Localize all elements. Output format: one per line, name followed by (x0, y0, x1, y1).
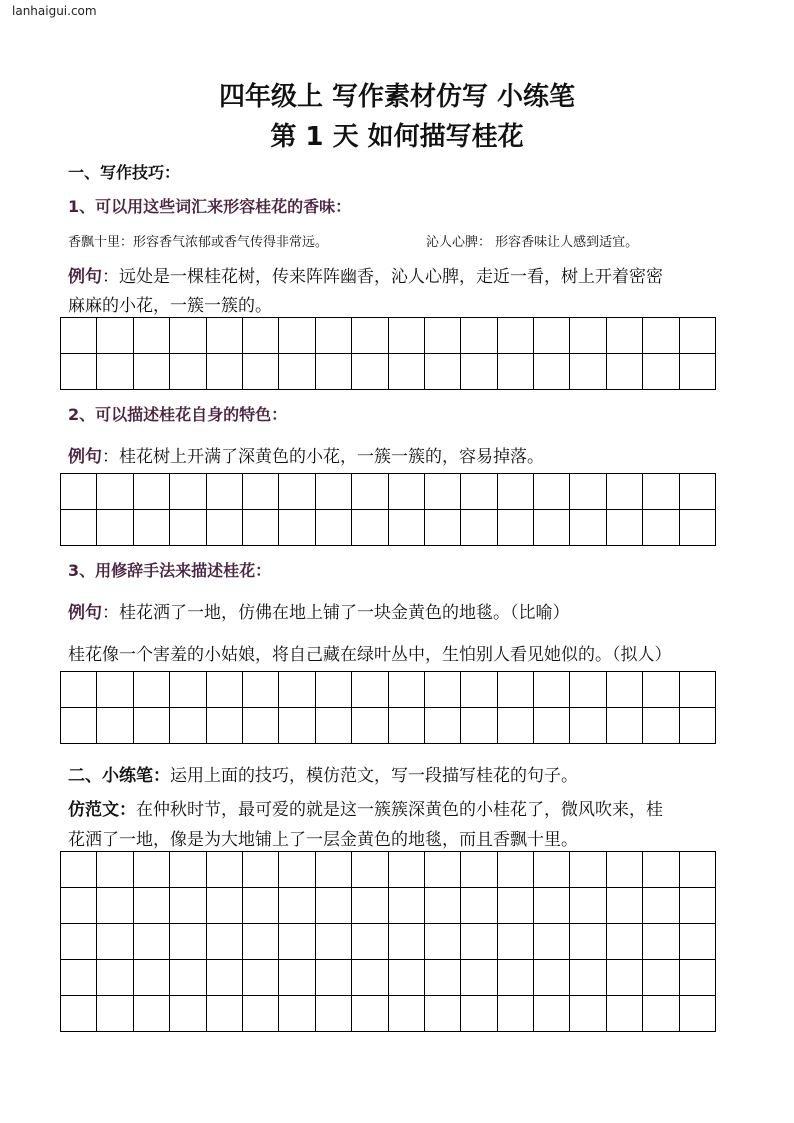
example-label: 例句 (68, 267, 102, 287)
grid-cell[interactable] (207, 888, 243, 924)
grid-cell[interactable] (97, 924, 133, 960)
grid-cell[interactable] (279, 672, 315, 708)
grid-cell[interactable] (461, 510, 497, 546)
grid-cell[interactable] (134, 888, 170, 924)
grid-cell[interactable] (461, 354, 497, 390)
grid-cell[interactable] (570, 996, 606, 1032)
grid-cell[interactable] (279, 888, 315, 924)
grid-cell[interactable] (570, 888, 606, 924)
grid-cell[interactable] (461, 960, 497, 996)
grid-cell[interactable] (61, 924, 97, 960)
grid-cell[interactable] (279, 852, 315, 888)
grid-cell[interactable] (425, 510, 461, 546)
model-line1 (68, 795, 663, 820)
tip3-heading: 3、用修辞手法来描述桂花： (68, 561, 272, 580)
grid-cell[interactable] (97, 960, 133, 996)
grid-cell[interactable] (389, 354, 425, 390)
grid-cell[interactable] (134, 708, 170, 744)
grid-cell[interactable] (61, 888, 97, 924)
grid-cell[interactable] (607, 996, 643, 1032)
grid-cell[interactable] (207, 354, 243, 390)
grid-cell[interactable] (207, 924, 243, 960)
grid-cell[interactable] (680, 960, 716, 996)
example-label: 例句 (68, 603, 102, 623)
grid-cell[interactable] (243, 354, 279, 390)
grid-cell[interactable] (607, 474, 643, 510)
grid-cell[interactable] (461, 888, 497, 924)
grid-cell[interactable] (316, 354, 352, 390)
grid-cell[interactable] (680, 510, 716, 546)
grid-cell[interactable] (643, 924, 679, 960)
grid-cell[interactable] (680, 318, 716, 354)
grid-cell[interactable] (607, 888, 643, 924)
grid-cell[interactable] (170, 852, 206, 888)
grid-cell[interactable] (352, 510, 388, 546)
grid-cell[interactable] (389, 888, 425, 924)
grid-cell[interactable] (279, 924, 315, 960)
grid-cell[interactable] (207, 672, 243, 708)
grid-cell[interactable] (352, 354, 388, 390)
grid-cell[interactable] (170, 960, 206, 996)
grid-cell[interactable] (243, 996, 279, 1032)
grid-cell[interactable] (498, 708, 534, 744)
grid-cell[interactable] (170, 888, 206, 924)
grid-cell[interactable] (643, 474, 679, 510)
grid-cell[interactable] (389, 960, 425, 996)
grid-cell[interactable] (279, 474, 315, 510)
grid-cell[interactable] (243, 510, 279, 546)
grid-cell[interactable] (643, 318, 679, 354)
grid-cell[interactable] (643, 672, 679, 708)
grid-cell[interactable] (352, 318, 388, 354)
tip3-example (68, 598, 570, 623)
grid-cell[interactable] (170, 996, 206, 1032)
grid-cell[interactable] (134, 960, 170, 996)
tip2-example (68, 442, 544, 467)
grid-cell[interactable] (570, 852, 606, 888)
grid-cell[interactable] (425, 354, 461, 390)
grid-cell[interactable] (134, 354, 170, 390)
grid-cell[interactable] (61, 672, 97, 708)
grid-cell[interactable] (61, 708, 97, 744)
grid-cell[interactable] (425, 708, 461, 744)
grid-cell[interactable] (425, 996, 461, 1032)
grid-cell[interactable] (607, 510, 643, 546)
grid-cell[interactable] (570, 354, 606, 390)
grid-cell[interactable] (570, 474, 606, 510)
grid-cell[interactable] (170, 510, 206, 546)
grid-cell[interactable] (425, 924, 461, 960)
grid-cell[interactable] (461, 708, 497, 744)
vocab-left: 香飘十里：形容香气浓郁或香气传得非常远。 (68, 235, 329, 250)
grid-cell[interactable] (643, 888, 679, 924)
grid-cell[interactable] (643, 708, 679, 744)
grid-cell[interactable] (279, 996, 315, 1032)
grid-cell[interactable] (170, 354, 206, 390)
grid-cell[interactable] (680, 708, 716, 744)
grid-cell[interactable] (498, 888, 534, 924)
grid-cell[interactable] (352, 924, 388, 960)
grid-cell[interactable] (643, 852, 679, 888)
grid-cell[interactable] (97, 354, 133, 390)
grid-cell[interactable] (461, 924, 497, 960)
grid-cell[interactable] (170, 924, 206, 960)
grid-cell[interactable] (607, 924, 643, 960)
grid-cell[interactable] (316, 888, 352, 924)
grid-cell[interactable] (607, 672, 643, 708)
grid-cell[interactable] (134, 318, 170, 354)
grid-cell[interactable] (97, 708, 133, 744)
grid-cell[interactable] (134, 510, 170, 546)
grid-cell[interactable] (97, 318, 133, 354)
grid-cell[interactable] (425, 474, 461, 510)
writing-grid-3[interactable] (60, 671, 716, 744)
grid-cell[interactable] (534, 888, 570, 924)
grid-cell[interactable] (570, 708, 606, 744)
grid-cell[interactable] (97, 672, 133, 708)
grid-cell[interactable] (534, 996, 570, 1032)
grid-cell[interactable] (97, 510, 133, 546)
grid-cell[interactable] (534, 672, 570, 708)
grid-cell[interactable] (498, 960, 534, 996)
grid-cell[interactable] (279, 510, 315, 546)
grid-cell[interactable] (61, 318, 97, 354)
grid-cell[interactable] (534, 354, 570, 390)
grid-cell[interactable] (243, 672, 279, 708)
grid-cell[interactable] (316, 510, 352, 546)
grid-cell[interactable] (316, 474, 352, 510)
page-title: 四年级上 写作素材仿写 小练笔 (218, 82, 576, 112)
grid-cell[interactable] (352, 708, 388, 744)
grid-cell[interactable] (461, 672, 497, 708)
grid-cell[interactable] (61, 474, 97, 510)
grid-cell[interactable] (352, 996, 388, 1032)
grid-cell[interactable] (643, 996, 679, 1032)
grid-cell[interactable] (134, 996, 170, 1032)
grid-cell[interactable] (389, 924, 425, 960)
section2-instruction: 运用上面的技巧，模仿范文，写一段描写桂花的句子。 (170, 766, 578, 786)
grid-cell[interactable] (680, 474, 716, 510)
tip2-heading: 2、可以描述桂花自身的特色： (68, 405, 288, 424)
grid-cell[interactable] (316, 318, 352, 354)
grid-cell[interactable] (61, 852, 97, 888)
tip1-heading: 1、可以用这些词汇来形容桂花的香味： (68, 197, 352, 216)
grid-cell[interactable] (570, 510, 606, 546)
grid-cell[interactable] (389, 852, 425, 888)
grid-cell[interactable] (389, 474, 425, 510)
grid-cell[interactable] (498, 318, 534, 354)
grid-cell[interactable] (316, 924, 352, 960)
grid-cell[interactable] (570, 960, 606, 996)
grid-cell[interactable] (170, 474, 206, 510)
example-text: ：桂花洒了一地，仿佛在地上铺了一块金黄色的地毯。（比喻） (102, 603, 570, 623)
grid-cell[interactable] (61, 354, 97, 390)
writing-grid-4[interactable] (60, 851, 716, 1032)
vocab-right: 沁人心脾： 形容香味让人感到适宜。 (426, 235, 639, 250)
tip3-example2: 桂花像一个害羞的小姑娘，将自己藏在绿叶丛中，生怕别人看见她似的。（拟人） (68, 645, 672, 665)
grid-cell[interactable] (534, 318, 570, 354)
grid-cell[interactable] (534, 852, 570, 888)
grid-cell[interactable] (498, 924, 534, 960)
grid-cell[interactable] (316, 996, 352, 1032)
grid-cell[interactable] (534, 474, 570, 510)
grid-cell[interactable] (279, 318, 315, 354)
grid-cell[interactable] (352, 960, 388, 996)
grid-cell[interactable] (134, 852, 170, 888)
grid-cell[interactable] (207, 474, 243, 510)
grid-cell[interactable] (607, 708, 643, 744)
grid-cell[interactable] (243, 960, 279, 996)
grid-cell[interactable] (498, 474, 534, 510)
writing-grid-1[interactable] (60, 317, 716, 390)
grid-cell[interactable] (498, 852, 534, 888)
writing-grid-2[interactable] (60, 473, 716, 546)
grid-cell[interactable] (680, 924, 716, 960)
grid-cell[interactable] (680, 888, 716, 924)
model-line2: 花洒了一地，像是为大地铺上了一层金黄色的地毯，而且香飘十里。 (68, 830, 578, 850)
grid-cell[interactable] (607, 852, 643, 888)
grid-cell[interactable] (607, 354, 643, 390)
example-label: 例句 (68, 447, 102, 467)
grid-cell[interactable] (61, 996, 97, 1032)
grid-cell[interactable] (498, 510, 534, 546)
grid-cell[interactable] (570, 318, 606, 354)
example-text: ：桂花树上开满了深黄色的小花，一簇一簇的，容易掉落。 (102, 447, 544, 467)
grid-cell[interactable] (97, 852, 133, 888)
model-label: 仿范文： (68, 800, 136, 820)
grid-cell[interactable] (643, 510, 679, 546)
grid-cell[interactable] (243, 852, 279, 888)
page-subtitle: 第 1 天 如何描写桂花 (270, 122, 524, 152)
example-text: ：远处是一棵桂花树，传来阵阵幽香，沁人心脾，走近一看，树上开着密密 (102, 267, 663, 287)
grid-cell[interactable] (207, 708, 243, 744)
grid-cell[interactable] (389, 318, 425, 354)
tip1-example-line1 (68, 262, 663, 287)
grid-cell[interactable] (425, 888, 461, 924)
section2-line (68, 761, 578, 786)
grid-cell[interactable] (97, 996, 133, 1032)
grid-cell[interactable] (352, 474, 388, 510)
grid-cell[interactable] (461, 996, 497, 1032)
grid-cell[interactable] (461, 318, 497, 354)
grid-cell[interactable] (534, 510, 570, 546)
grid-cell[interactable] (207, 852, 243, 888)
grid-cell[interactable] (570, 672, 606, 708)
grid-cell[interactable] (534, 708, 570, 744)
grid-cell[interactable] (279, 960, 315, 996)
grid-cell[interactable] (461, 474, 497, 510)
grid-cell[interactable] (425, 852, 461, 888)
grid-cell[interactable] (425, 318, 461, 354)
grid-cell[interactable] (207, 996, 243, 1032)
grid-cell[interactable] (97, 474, 133, 510)
grid-cell[interactable] (498, 996, 534, 1032)
grid-cell[interactable] (389, 672, 425, 708)
grid-cell[interactable] (61, 960, 97, 996)
grid-cell[interactable] (680, 672, 716, 708)
grid-cell[interactable] (279, 354, 315, 390)
grid-cell[interactable] (243, 708, 279, 744)
grid-cell[interactable] (207, 510, 243, 546)
grid-cell[interactable] (607, 960, 643, 996)
grid-cell[interactable] (134, 924, 170, 960)
section2-heading: 二、小练笔： (68, 766, 170, 786)
grid-cell[interactable] (352, 852, 388, 888)
grid-cell[interactable] (243, 474, 279, 510)
grid-cell[interactable] (680, 996, 716, 1032)
grid-cell[interactable] (498, 672, 534, 708)
grid-cell[interactable] (207, 318, 243, 354)
source-watermark: lanhaigui.com (12, 4, 97, 18)
grid-cell[interactable] (607, 318, 643, 354)
grid-cell[interactable] (643, 960, 679, 996)
grid-cell[interactable] (680, 354, 716, 390)
grid-cell[interactable] (61, 510, 97, 546)
grid-cell[interactable] (207, 960, 243, 996)
grid-cell[interactable] (316, 852, 352, 888)
grid-cell[interactable] (570, 924, 606, 960)
grid-cell[interactable] (643, 354, 679, 390)
grid-cell[interactable] (134, 474, 170, 510)
grid-cell[interactable] (170, 708, 206, 744)
grid-cell[interactable] (389, 708, 425, 744)
grid-cell[interactable] (534, 924, 570, 960)
grid-cell[interactable] (316, 708, 352, 744)
grid-cell[interactable] (170, 318, 206, 354)
section1-heading: 一、写作技巧： (68, 163, 181, 182)
grid-cell[interactable] (534, 960, 570, 996)
grid-cell[interactable] (389, 996, 425, 1032)
grid-cell[interactable] (243, 318, 279, 354)
grid-cell[interactable] (97, 888, 133, 924)
grid-cell[interactable] (243, 924, 279, 960)
grid-cell[interactable] (389, 510, 425, 546)
grid-cell[interactable] (243, 888, 279, 924)
tip1-example-line2: 麻麻的小花，一簇一簇的。 (68, 296, 272, 316)
grid-cell[interactable] (316, 672, 352, 708)
grid-cell[interactable] (352, 672, 388, 708)
model-text: 在仲秋时节，最可爱的就是这一簇簇深黄色的小桂花了，微风吹来，桂 (136, 800, 663, 820)
grid-cell[interactable] (680, 852, 716, 888)
grid-cell[interactable] (352, 888, 388, 924)
grid-cell[interactable] (498, 354, 534, 390)
grid-cell[interactable] (170, 672, 206, 708)
grid-cell[interactable] (425, 960, 461, 996)
grid-cell[interactable] (316, 960, 352, 996)
grid-cell[interactable] (425, 672, 461, 708)
grid-cell[interactable] (279, 708, 315, 744)
grid-cell[interactable] (461, 852, 497, 888)
grid-cell[interactable] (134, 672, 170, 708)
